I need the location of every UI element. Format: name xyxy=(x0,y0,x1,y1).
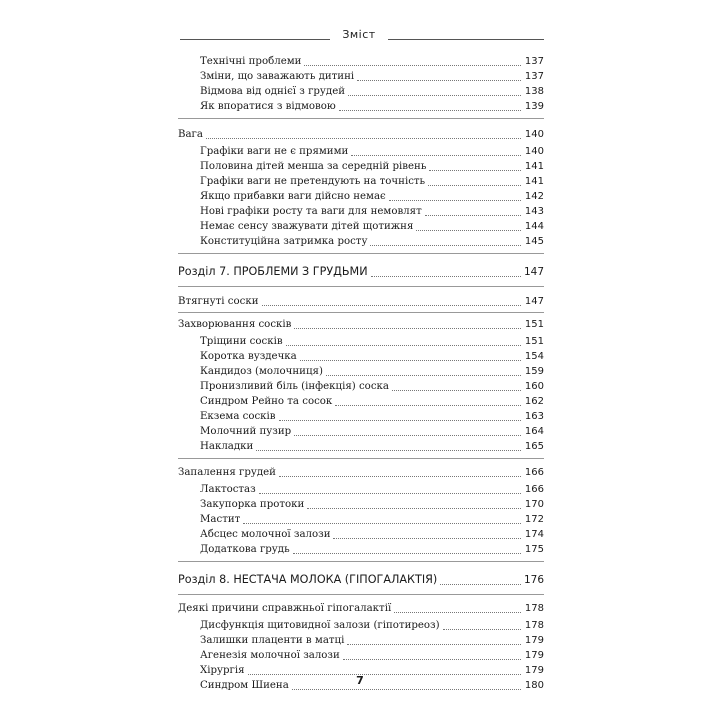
toc-entry-page: 159 xyxy=(524,366,544,377)
dot-leader xyxy=(392,390,521,391)
toc-entry-page: 164 xyxy=(524,426,544,437)
toc-entry xyxy=(178,619,544,633)
toc-entry-title: Деякі причини справжньої гіпогалактії xyxy=(178,603,392,614)
toc-entry-title: Кандидоз (молочниця) xyxy=(200,366,323,377)
toc-entry xyxy=(178,395,544,409)
dot-leader xyxy=(343,659,521,660)
dot-leader xyxy=(256,450,521,451)
toc-entry-title: Запалення грудей xyxy=(178,467,276,478)
section-divider xyxy=(178,458,544,459)
dot-leader xyxy=(394,612,521,613)
toc-entry-page: 165 xyxy=(524,441,544,452)
dot-leader xyxy=(259,493,521,494)
toc-entry-title: Екзема сосків xyxy=(200,411,276,422)
page-number: 7 xyxy=(356,674,364,687)
toc-entry-title: Синдром Рейно та сосок xyxy=(200,396,333,407)
dot-leader xyxy=(440,584,521,585)
toc-entry-title: Дисфункція щитовидної залози (гіпотиреоз) xyxy=(200,620,440,631)
toc-chapter-entry xyxy=(178,572,544,588)
toc-entry xyxy=(178,410,544,424)
toc-entry-page: 147 xyxy=(524,266,545,278)
dot-leader xyxy=(243,523,521,524)
toc-entry xyxy=(178,440,544,454)
toc-entry xyxy=(178,70,544,84)
toc-entry-page: 176 xyxy=(524,574,545,586)
toc-entry-title: Захворювання сосків xyxy=(178,319,292,330)
toc-entry-title: Коротка вуздечка xyxy=(200,351,297,362)
dot-leader xyxy=(248,674,521,675)
toc-entry xyxy=(178,466,544,480)
toc-entry-title: Зміни, що заважають дитині xyxy=(200,71,355,82)
toc-entry xyxy=(178,528,544,542)
dot-leader xyxy=(348,95,521,96)
toc-entry-title: Конституційна затримка росту xyxy=(200,236,368,247)
toc-entry xyxy=(178,55,544,69)
dot-leader xyxy=(371,276,521,277)
toc-entry-page: 179 xyxy=(524,665,544,676)
dot-leader xyxy=(347,644,521,645)
toc-entry-title: Пронизливий біль (інфекція) соска xyxy=(200,381,389,392)
toc-entry-title: Нові графіки росту та ваги для немовлят xyxy=(200,206,422,217)
toc-entry xyxy=(178,318,544,332)
dot-leader xyxy=(370,245,521,246)
toc-entry-page: 172 xyxy=(524,514,544,525)
section-divider xyxy=(178,286,544,287)
toc-entry xyxy=(178,513,544,527)
running-header xyxy=(180,26,544,46)
toc-entry xyxy=(178,543,544,557)
dot-leader xyxy=(429,170,521,171)
toc-entry xyxy=(178,295,544,309)
toc-chapter-entry xyxy=(178,264,544,280)
toc-entry-page: 178 xyxy=(524,603,544,614)
toc-entry xyxy=(178,85,544,99)
toc-entry xyxy=(178,335,544,349)
dot-leader xyxy=(351,155,521,156)
dot-leader xyxy=(262,305,521,306)
toc-entry-title: Лактостаз xyxy=(200,484,256,495)
toc-entry xyxy=(178,365,544,379)
toc-entry-page: 143 xyxy=(524,206,544,217)
toc-entry-page: 145 xyxy=(524,236,544,247)
section-divider xyxy=(178,594,544,595)
toc-entry-title: Втягнуті соски xyxy=(178,296,259,307)
toc-entry-title: Розділ 7. ПРОБЛЕМИ З ГРУДЬМИ xyxy=(178,265,368,278)
toc-entry-title: Тріщини сосків xyxy=(200,336,283,347)
dot-leader xyxy=(294,435,521,436)
toc-entry-page: 151 xyxy=(524,336,544,347)
toc-entry-title: Як впоратися з відмовою xyxy=(200,101,336,112)
toc-entry xyxy=(178,175,544,189)
toc-entry-title: Закупорка протоки xyxy=(200,499,305,510)
toc-entry-title: Синдром Шиена xyxy=(200,680,289,691)
dot-leader xyxy=(279,420,521,421)
toc-entry-page: 162 xyxy=(524,396,544,407)
dot-leader xyxy=(279,476,521,477)
section-divider xyxy=(178,561,544,562)
toc-entry-page: 141 xyxy=(524,176,544,187)
toc-entry xyxy=(178,483,544,497)
toc-entry-page: 175 xyxy=(524,544,544,555)
dot-leader xyxy=(293,553,521,554)
toc-entry xyxy=(178,100,544,114)
toc-entry-page: 179 xyxy=(524,650,544,661)
toc-entry xyxy=(178,220,544,234)
toc-entry-page: 140 xyxy=(524,129,544,140)
toc-entry-title: Графіки ваги не є прямими xyxy=(200,146,349,157)
table-of-contents xyxy=(178,55,544,694)
dot-leader xyxy=(294,328,521,329)
toc-entry-page: 144 xyxy=(524,221,544,232)
toc-entry-page: 140 xyxy=(524,146,544,157)
dot-leader xyxy=(300,360,521,361)
toc-entry-page: 166 xyxy=(524,484,544,495)
dot-leader xyxy=(206,138,521,139)
toc-entry xyxy=(178,649,544,663)
toc-entry-title: Технічні проблеми xyxy=(200,56,302,67)
section-divider xyxy=(178,118,544,119)
dot-leader xyxy=(333,538,521,539)
toc-entry-title: Вага xyxy=(178,129,203,140)
toc-entry xyxy=(178,205,544,219)
toc-entry xyxy=(178,160,544,174)
toc-entry xyxy=(178,380,544,394)
dot-leader xyxy=(443,629,521,630)
header-rule-left xyxy=(180,39,330,40)
toc-entry-title: Графіки ваги не претендують на точність xyxy=(200,176,426,187)
toc-entry-title: Абсцес молочної залози xyxy=(200,529,331,540)
toc-entry-title: Мастит xyxy=(200,514,241,525)
toc-entry-page: 163 xyxy=(524,411,544,422)
toc-entry-title: Додаткова грудь xyxy=(200,544,290,555)
toc-entry-page: 142 xyxy=(524,191,544,202)
toc-entry-page: 139 xyxy=(524,101,544,112)
dot-leader xyxy=(357,80,521,81)
toc-entry xyxy=(178,634,544,648)
dot-leader xyxy=(286,345,521,346)
toc-entry xyxy=(178,235,544,249)
section-divider xyxy=(178,253,544,254)
dot-leader xyxy=(326,375,521,376)
dot-leader xyxy=(304,65,521,66)
dot-leader xyxy=(335,405,521,406)
toc-entry-title: Половина дітей менша за середній рівень xyxy=(200,161,427,172)
toc-entry-page: 151 xyxy=(524,319,544,330)
toc-entry-title: Залишки плаценти в матці xyxy=(200,635,345,646)
dot-leader xyxy=(389,200,521,201)
toc-entry-page: 147 xyxy=(524,296,544,307)
toc-entry-title: Відмова від однієї з грудей xyxy=(200,86,346,97)
section-divider xyxy=(178,312,544,313)
toc-entry-title: Розділ 8. НЕСТАЧА МОЛОКА (ГІПОГАЛАКТІЯ) xyxy=(178,573,438,586)
toc-entry-page: 178 xyxy=(524,620,544,631)
toc-entry-title: Накладки xyxy=(200,441,254,452)
toc-entry-page: 137 xyxy=(524,56,544,67)
toc-entry xyxy=(178,128,544,142)
toc-entry-title: Агенезія молочної залози xyxy=(200,650,340,661)
toc-entry-page: 166 xyxy=(524,467,544,478)
toc-entry-page: 138 xyxy=(524,86,544,97)
toc-entry-page: 180 xyxy=(524,680,544,691)
toc-entry-page: 174 xyxy=(524,529,544,540)
dot-leader xyxy=(339,110,521,111)
toc-entry xyxy=(178,425,544,439)
toc-entry-page: 141 xyxy=(524,161,544,172)
toc-entry-page: 160 xyxy=(524,381,544,392)
toc-entry-title: Немає сенсу зважувати дітей щотижня xyxy=(200,221,414,232)
toc-entry-page: 170 xyxy=(524,499,544,510)
toc-entry-title: Хірургія xyxy=(200,665,245,676)
toc-entry-page: 154 xyxy=(524,351,544,362)
dot-leader xyxy=(307,508,521,509)
toc-entry-page: 137 xyxy=(524,71,544,82)
toc-entry xyxy=(178,602,544,616)
header-title: Зміст xyxy=(342,28,376,41)
toc-entry xyxy=(178,190,544,204)
toc-entry xyxy=(178,498,544,512)
header-rule-right xyxy=(388,39,544,40)
dot-leader xyxy=(425,215,521,216)
toc-entry-title: Молочний пузир xyxy=(200,426,292,437)
dot-leader xyxy=(292,689,521,690)
toc-entry xyxy=(178,350,544,364)
toc-entry-page: 179 xyxy=(524,635,544,646)
toc-entry-title: Якщо прибавки ваги дійсно немає xyxy=(200,191,386,202)
toc-entry xyxy=(178,145,544,159)
dot-leader xyxy=(428,185,521,186)
dot-leader xyxy=(416,230,521,231)
